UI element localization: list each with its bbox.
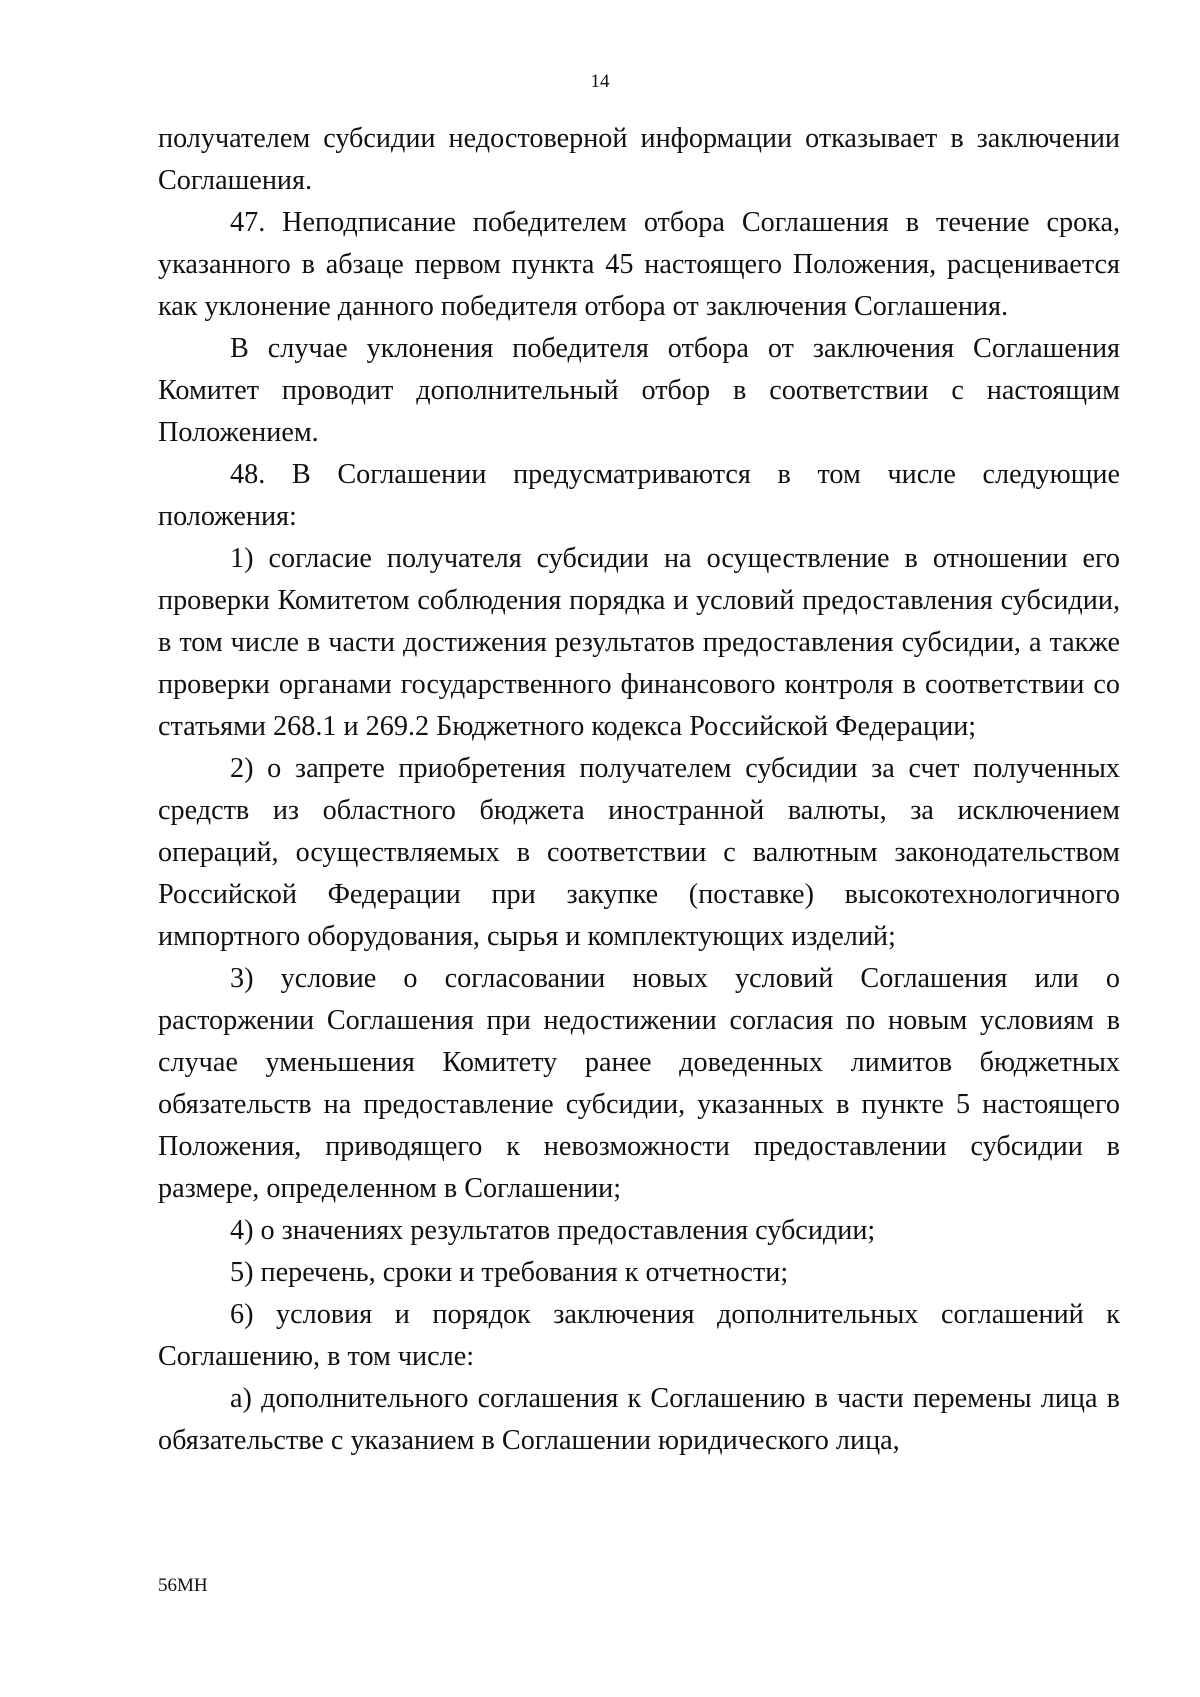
paragraph-continuation: получателем субсидии недостоверной информации отказывает в заключении Соглашения. xyxy=(158,123,1120,196)
paragraph-evasion: В случае уклонения победителя отбора от заключения Соглашения Комитет проводит дополнительный отбор в соответствии с настоящим Положением. xyxy=(158,333,1120,448)
list-item-1: 1) согласие получателя субсидии на осуществление в отношении его проверки Комитетом соблюдения порядка и условий предоставления субсидии, в том числе в части достижения результатов предоставления субсидии, а также проверки органами государственного финансового контроля в соответствии со статьями 268.1 и 269.2 Бюджетного кодекса Российской Федерации; xyxy=(158,543,1120,742)
footer-code: 56МН xyxy=(158,1575,208,1596)
paragraph-item-47: 47. Неподписание победителем отбора Соглашения в течение срока, указанного в абзаце первом пункта 45 настоящего Положения, расценивается как уклонение данного победителя отбора от заключения Соглашения. xyxy=(158,207,1120,322)
list-item-3: 3) условие о согласовании новых условий Соглашения или о расторжении Соглашения при недостижении согласия по новым условиям в случае уменьшения Комитету ранее доведенных лимитов бюджетных обязательств на предоставление субсидии, указанных в пункте 5 настоящего Положения, приводящего к невозможности предоставлении субсидии в размере, определенном в Соглашении; xyxy=(158,963,1120,1204)
list-item-4: 4) о значениях результатов предоставления субсидии; xyxy=(230,1215,876,1246)
list-item-6a: а) дополнительного соглашения к Соглашению в части перемены лица в обязательстве с указанием в Соглашении юридического лица, xyxy=(158,1383,1120,1456)
document-body xyxy=(158,118,1120,1462)
list-item-2: 2) о запрете приобретения получателем субсидии за счет полученных средств из областного бюджета иностранной валюты, за исключением операций, осуществляемых в соответствии с валютным законодательством Российской Федерации при закупке (поставке) высокотехнологичного импортного оборудования, сырья и комплектующих изделий; xyxy=(158,753,1120,952)
list-item-6: 6) условия и порядок заключения дополнительных соглашений к Соглашению, в том числе: xyxy=(158,1299,1120,1372)
list-item-5: 5) перечень, сроки и требования к отчетности; xyxy=(230,1257,789,1288)
paragraph-item-48: 48. В Соглашении предусматриваются в том числе следующие положения: xyxy=(158,459,1120,532)
page-number: 14 xyxy=(590,71,610,92)
